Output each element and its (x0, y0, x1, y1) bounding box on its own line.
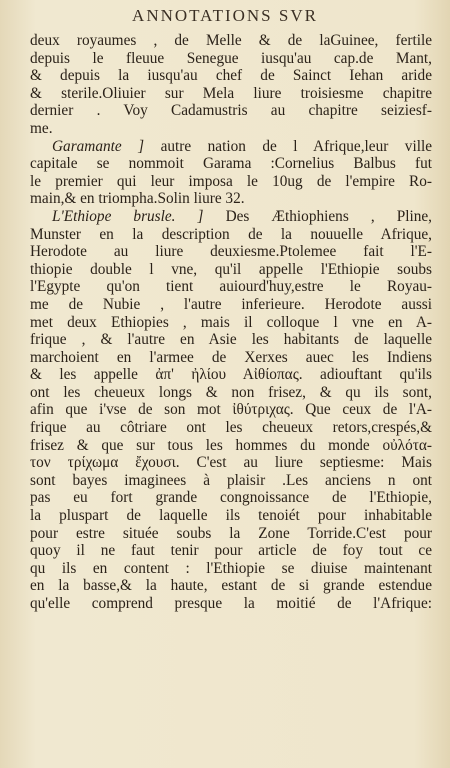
line-text: me de Nubie , l'autre inferieure. Herodote aussi (30, 295, 432, 313)
text-line (30, 243, 432, 261)
line-text: autre nation de l Afrique,leur ville (144, 137, 432, 155)
line-text: Herodote au liure deuxiesme.Ptolemee fait l'E- (30, 243, 432, 261)
line-text: en la basse,& la haute, estant de si grande estendue (30, 577, 432, 595)
text-line (30, 50, 432, 68)
line-text: afin que i'vse de son mot ἰθύτριχας. Que ceux de l'A- (30, 401, 432, 419)
line-text: thiopie double l vne, qu'il appelle l'Ethiopie soubs (30, 260, 432, 278)
text-line (30, 577, 432, 595)
line-text: l'Egypte qu'on tient auiourd'huy,estre le Royau- (30, 278, 432, 296)
text-line (30, 595, 432, 613)
text-line (30, 507, 432, 525)
text-line (30, 437, 432, 455)
lemma: L'Ethiope brusle. ] (52, 207, 204, 225)
line-text: qu'elle comprend presque la moitié de l'Afrique: (30, 595, 432, 612)
line-text: le premier qui leur imposa le 10ug de l'empire Ro- (30, 172, 432, 190)
text-line (30, 489, 432, 507)
line-text: quoy il ne faut tenir pour article de foy tout ce (30, 542, 432, 560)
text-line (30, 401, 432, 419)
line-text: frique au côtriare ont les cheueux retors,crespés,& (30, 419, 432, 437)
line-text: frisez & que sur tous les hommes du monde οὐλότα- (30, 436, 432, 454)
text-line (30, 102, 432, 120)
text-line (30, 296, 432, 314)
line-text: pas eu fort grande congnoissance de l'Ethiopie, (30, 489, 432, 507)
line-text: frique , & l'autre en Asie les habitants de laquelle (30, 331, 432, 349)
text-line (30, 32, 432, 50)
line-text: & depuis la iusqu'au chef de Sainct Iehan aride (30, 67, 432, 85)
text-line (30, 226, 432, 244)
text-line (30, 138, 432, 156)
line-text: qu ils en content : l'Ethiopie se diuise maintenant (30, 559, 432, 577)
line-text: & sterile.Oliuier sur Mela liure troisiesme chapitre (30, 84, 432, 102)
lemma: Garamante ] (52, 137, 145, 155)
line-text: Des Æthiophiens , Pline, (203, 207, 432, 225)
text-line (30, 419, 432, 437)
text-line (30, 384, 432, 402)
running-head: ANNOTATIONS SVR (132, 6, 318, 25)
text-line (30, 85, 432, 103)
line-text: & les appelle ἀπ' ἠλίου Αἰθίοπας. adiouftant qu'ils (30, 366, 432, 384)
text-line (30, 349, 432, 367)
line-text: dernier . Voy Cadamustris au chapitre seiziesf- (30, 102, 432, 120)
line-text: ont les cheueux longs & non frisez, & qu ils sont, (30, 383, 432, 401)
text-line (30, 560, 432, 578)
line-text: la pluspart de laquelle ils tenoiét pour inhabitable (30, 507, 432, 525)
text-line (30, 190, 432, 208)
text-line (30, 472, 432, 490)
text-line (30, 525, 432, 543)
text-line (30, 67, 432, 85)
text-line (30, 120, 432, 138)
line-text: marchoient en l'armee de Xerxes auec les Indiens (30, 348, 432, 366)
line-text: main,& en triompha.Solin liure 32. (30, 190, 245, 208)
line-text: pour estre située soubs la Zone Torride.C'est pour (30, 524, 432, 542)
line-text: deux royaumes , de Melle & de laGuinee, fertile (30, 32, 432, 49)
line-text: met deux Ethiopies , mais il colloque l vne en A- (30, 313, 432, 331)
text-line (30, 261, 432, 279)
line-text: capitale se nommoit Garama :Cornelius Balbus fut (30, 155, 432, 173)
line-text: Munster en la description de la nouuelle Afrique, (30, 225, 432, 243)
text-line (30, 173, 432, 191)
body-text (30, 32, 432, 613)
line-text: τον τρίχωμα ἔχουσι. C'est au liure septiesme: Mais (30, 454, 432, 472)
text-line (30, 208, 432, 226)
line-text: me. (30, 119, 53, 137)
text-line (30, 155, 432, 173)
text-line (30, 278, 432, 296)
text-line (30, 314, 432, 332)
text-line (30, 366, 432, 384)
text-line (30, 331, 432, 349)
text-line (30, 454, 432, 472)
text-line (30, 542, 432, 560)
line-text: depuis le fleuue Senegue iusqu'au cap.de Mant, (30, 49, 432, 67)
line-text: sont bayes imaginees à plaisir .Les anciens n ont (30, 471, 432, 489)
